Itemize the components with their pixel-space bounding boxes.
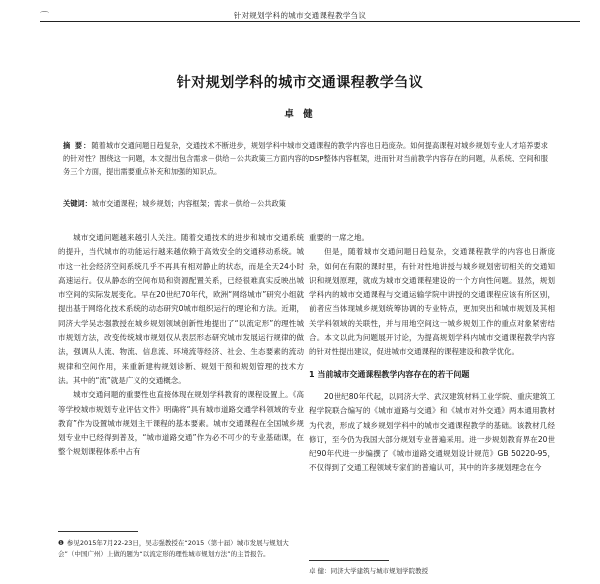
body-paragraph: 城市交通问题的重要性也直接体现在规划学科教育的课程设置上。《高等学校城市规划专业评估文件》明确将“具有城市道路交通学科领域的专业教育”作为设置城市规划主干课程的基本要素。城市交通课程在全国城乡规划专业中已经得到普及，“城市道路交通”作为必不可少的专业基础课，在整个规划课程体系中占有 (58, 390, 304, 457)
body-paragraph: 重要的一席之地。 (309, 233, 369, 242)
article-title: 针对规划学科的城市交通课程教学刍议 (176, 75, 424, 91)
footnote-text: 参见2015年7月22-23日，吴志强教授在“2015（第十届）城市发展与规划大会”（中国广州）上做的题为“以流定形的理性城市规划方法”的主旨报告。 (58, 539, 289, 558)
footnote (58, 538, 304, 560)
author-name: 卓 健 (284, 109, 316, 120)
keywords (63, 198, 548, 210)
abstract (63, 139, 548, 179)
section-heading: 1 当前城市交通课程教学内容存在的若干问题 (309, 369, 470, 379)
author-note-rule (309, 560, 389, 561)
body-paragraph: 但是，随着城市交通问题日趋复杂，交通课程教学的内容也日渐庞杂，如何在有限的课时里，有针对性地讲授与城乡规划密切相关的交通知识和规划原理，就成为城市交通课程建设的一个方向性问题。显然，规划学科内的城市交通课程与交通运输学院中讲授的交通课程应该有所区别，前者应当体现城乡规划统筹协调的专业特点，更加突出和城市规划及其相关学科领域的关联性，并与用地空间这一城乡规划工作的重点对象紧密结合。本文以此为问题展开讨论，为提高规划学科内城市交通课程教学内容的针对性提出建议，促进城市交通课程的课程建设和教学优化。 (309, 247, 555, 357)
keywords-label: 关键词： (63, 199, 92, 208)
abstract-text: 随着城市交通问题日趋复杂，交通技术不断进步，规划学科中城市交通课程的教学内容也日趋庞杂。如何提高课程对城乡规划专业人才培养要求的针对性？围绕这一问题，本文提出包含需求－供给－公共政策三方面内容的DSP整体内容框架，进而针对当前教学内容存在的问题，从系统、空间和服务三个方面，提出需要重点补充和加强的知识点。 (63, 141, 548, 177)
body-paragraph: 城市交通问题越来越引人关注。随着交通技术的进步和城市交通系统的提升，当代城市的功能运行越来越依赖于高效安全的交通移动系统。城市这一社会经济空间系统几乎不再具有相对静止的状态，而是全天24小时高速运行。仅从静态的空间布局和资源配置关系，已经很难真实反映出城市空间的实际发展变化。早在20世纪70年代，欧洲“网络城市”研究小组就提出基于网络化技术系统的动态研究0城市组织运行的理论和方法。近期，同济大学吴志强教授在城乡规划领域创新性地提出了“以流定形”的理性城市规划方法，改变传统城市规划仅从表层形态研究城市发展运行规律的做法，强调从人流、物流、信息流、环境流等经济、社会、生态要素的流动规律和空间作用，来重新建构规划诊断、规划干预和规划管理的技术方法。其中的“流”就是广义的交通概念。 (58, 233, 304, 385)
running-head: 针对规划学科的城市交通课程教学刍议 (233, 11, 367, 20)
header-ornament-icon: ⌒ (40, 12, 50, 22)
body-paragraph: 20世纪80年代起，以同济大学、武汉建筑材料工业学院、重庆建筑工程学院联合编写的《城市道路与交通》和《城市对外交通》两本通用教材为代表，形成了城乡规划学科中的城市交通课程教学的基础。该教材几经修订，至今仍为我国大部分规划专业普遍采用。进一步规划教育界在20世纪90年代进一步编撰了《城市道路交通规划设计规范》GB 50220-95，不仅得到了交通工程领域专家们的普遍认可，其中的许多规划理念在今 (309, 391, 555, 473)
body-column-right (309, 231, 555, 476)
author-note: 卓 健：同济大学建筑与城市规划学院教授 (309, 567, 429, 575)
abstract-label: 摘 要： (63, 141, 92, 150)
footnote-rule (58, 531, 138, 532)
keywords-text: 城市交通课程；城乡规划；内容框架；需求－供给－公共政策 (91, 199, 286, 208)
footnote-marker-icon: ❶ (58, 539, 64, 547)
body-column-left (58, 231, 304, 460)
